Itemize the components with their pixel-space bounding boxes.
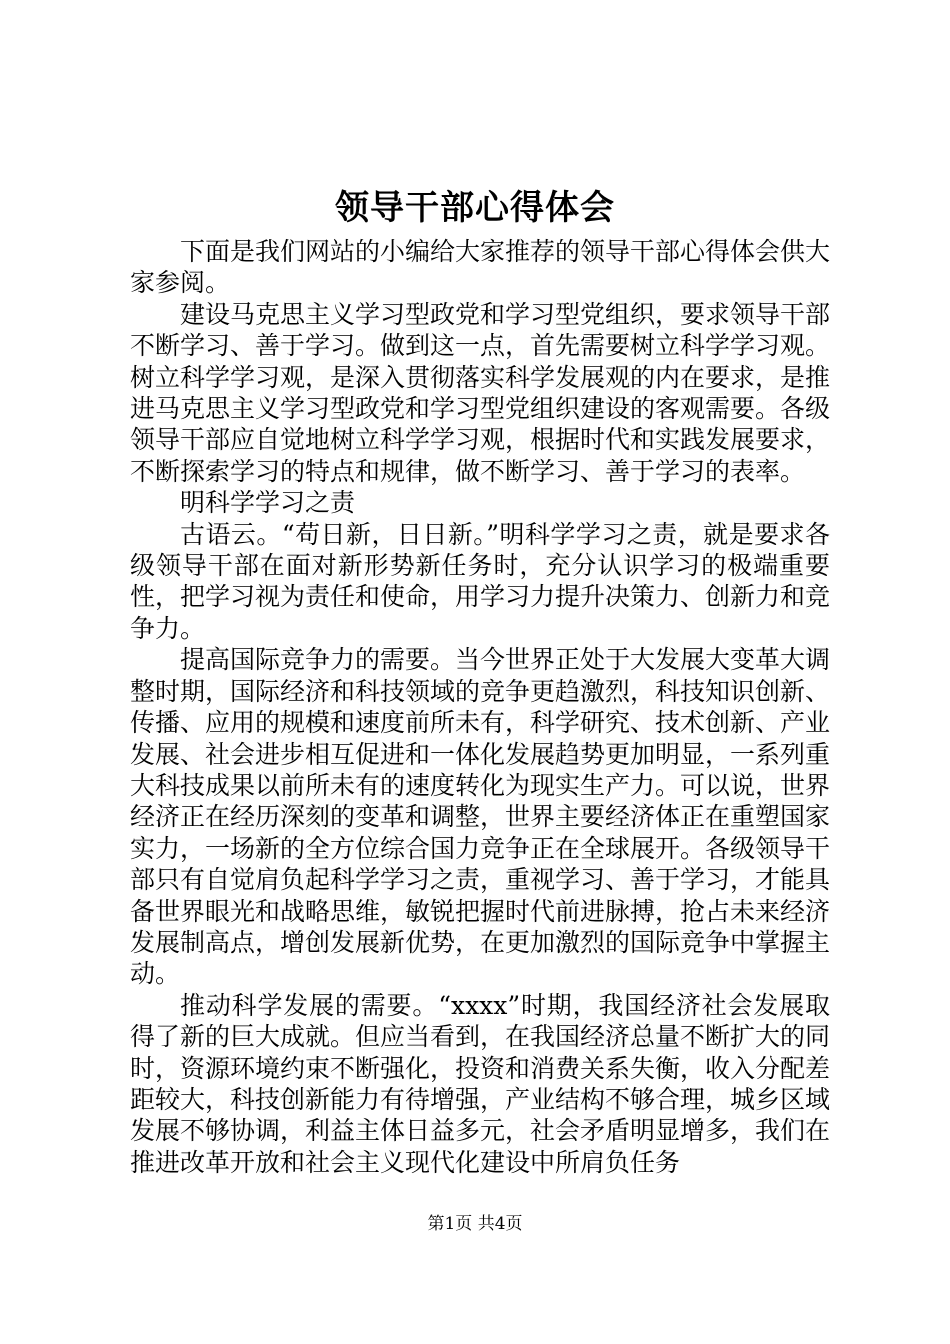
paragraph-competitiveness: 提高国际竞争力的需要。当今世界正处于大发展大变革大调整时期，国际经济和科技领域的竞争更趋激烈，科技知识创新、传播、应用的规模和速度前所未有，科学研究、技术创新、产业发展、社会进步相互促进和一体化发展趋势更加明显，一系列重大科技成果以前所未有的速度转化为现实生产力。可以说，世界经济正在经历深刻的变革和调整，世界主要经济体正在重塑国家实力，一场新的全方位综合国力竞争正在全球展开。各级领导干部只有自觉肩负起科学学习之责，重视学习、善于学习，才能具备世界眼光和战略思维，敏锐把握时代前进脉搏，抢占未来经济发展制高点，增创发展新优势，在更加激烈的国际竞争中掌握主动。 — [130, 645, 831, 989]
document-body — [130, 236, 830, 1178]
paragraph-intro: 下面是我们网站的小编给大家推荐的领导干部心得体会供大家参阅。 — [130, 237, 831, 298]
paragraph-development: 推动科学发展的需要。“xxxx”时期，我国经济社会发展取得了新的巨大成就。但应当看到，在我国经济总量不断扩大的同时，资源环境约束不断强化，投资和消费关系失衡，收入分配差距较大，科技创新能力有待增强，产业结构不够合理，城乡区域发展不够协调，利益主体日益多元，社会矛盾明显增多，我们在推进改革开放和社会主义现代化建设中所肩负任务 — [130, 990, 831, 1177]
section-heading: 明科学学习之责 — [180, 488, 356, 518]
paragraph-quote: 古语云。“苟日新，日日新。”明科学学习之责，就是要求各级领导干部在面对新形势新任务时，充分认识学习的极端重要性，把学习视为责任和使命，用学习力提升决策力、创新力和竞争力。 — [130, 519, 831, 643]
page-number: 第1页 共4页 — [427, 1214, 523, 1234]
paragraph-learning-view: 建设马克思主义学习型政党和学习型党组织，要求领导干部不断学习、善于学习。做到这一点，首先需要树立科学学习观。树立科学学习观，是深入贯彻落实科学发展观的内在要求，是推进马克思主义学习型政党和学习型党组织建设的客观需要。各级领导干部应自觉地树立科学学习观，根据时代和实践发展要求，不断探索学习的特点和规律，做不断学习、善于学习的表率。 — [130, 299, 831, 486]
document-title: 领导干部心得体会 — [335, 188, 615, 228]
